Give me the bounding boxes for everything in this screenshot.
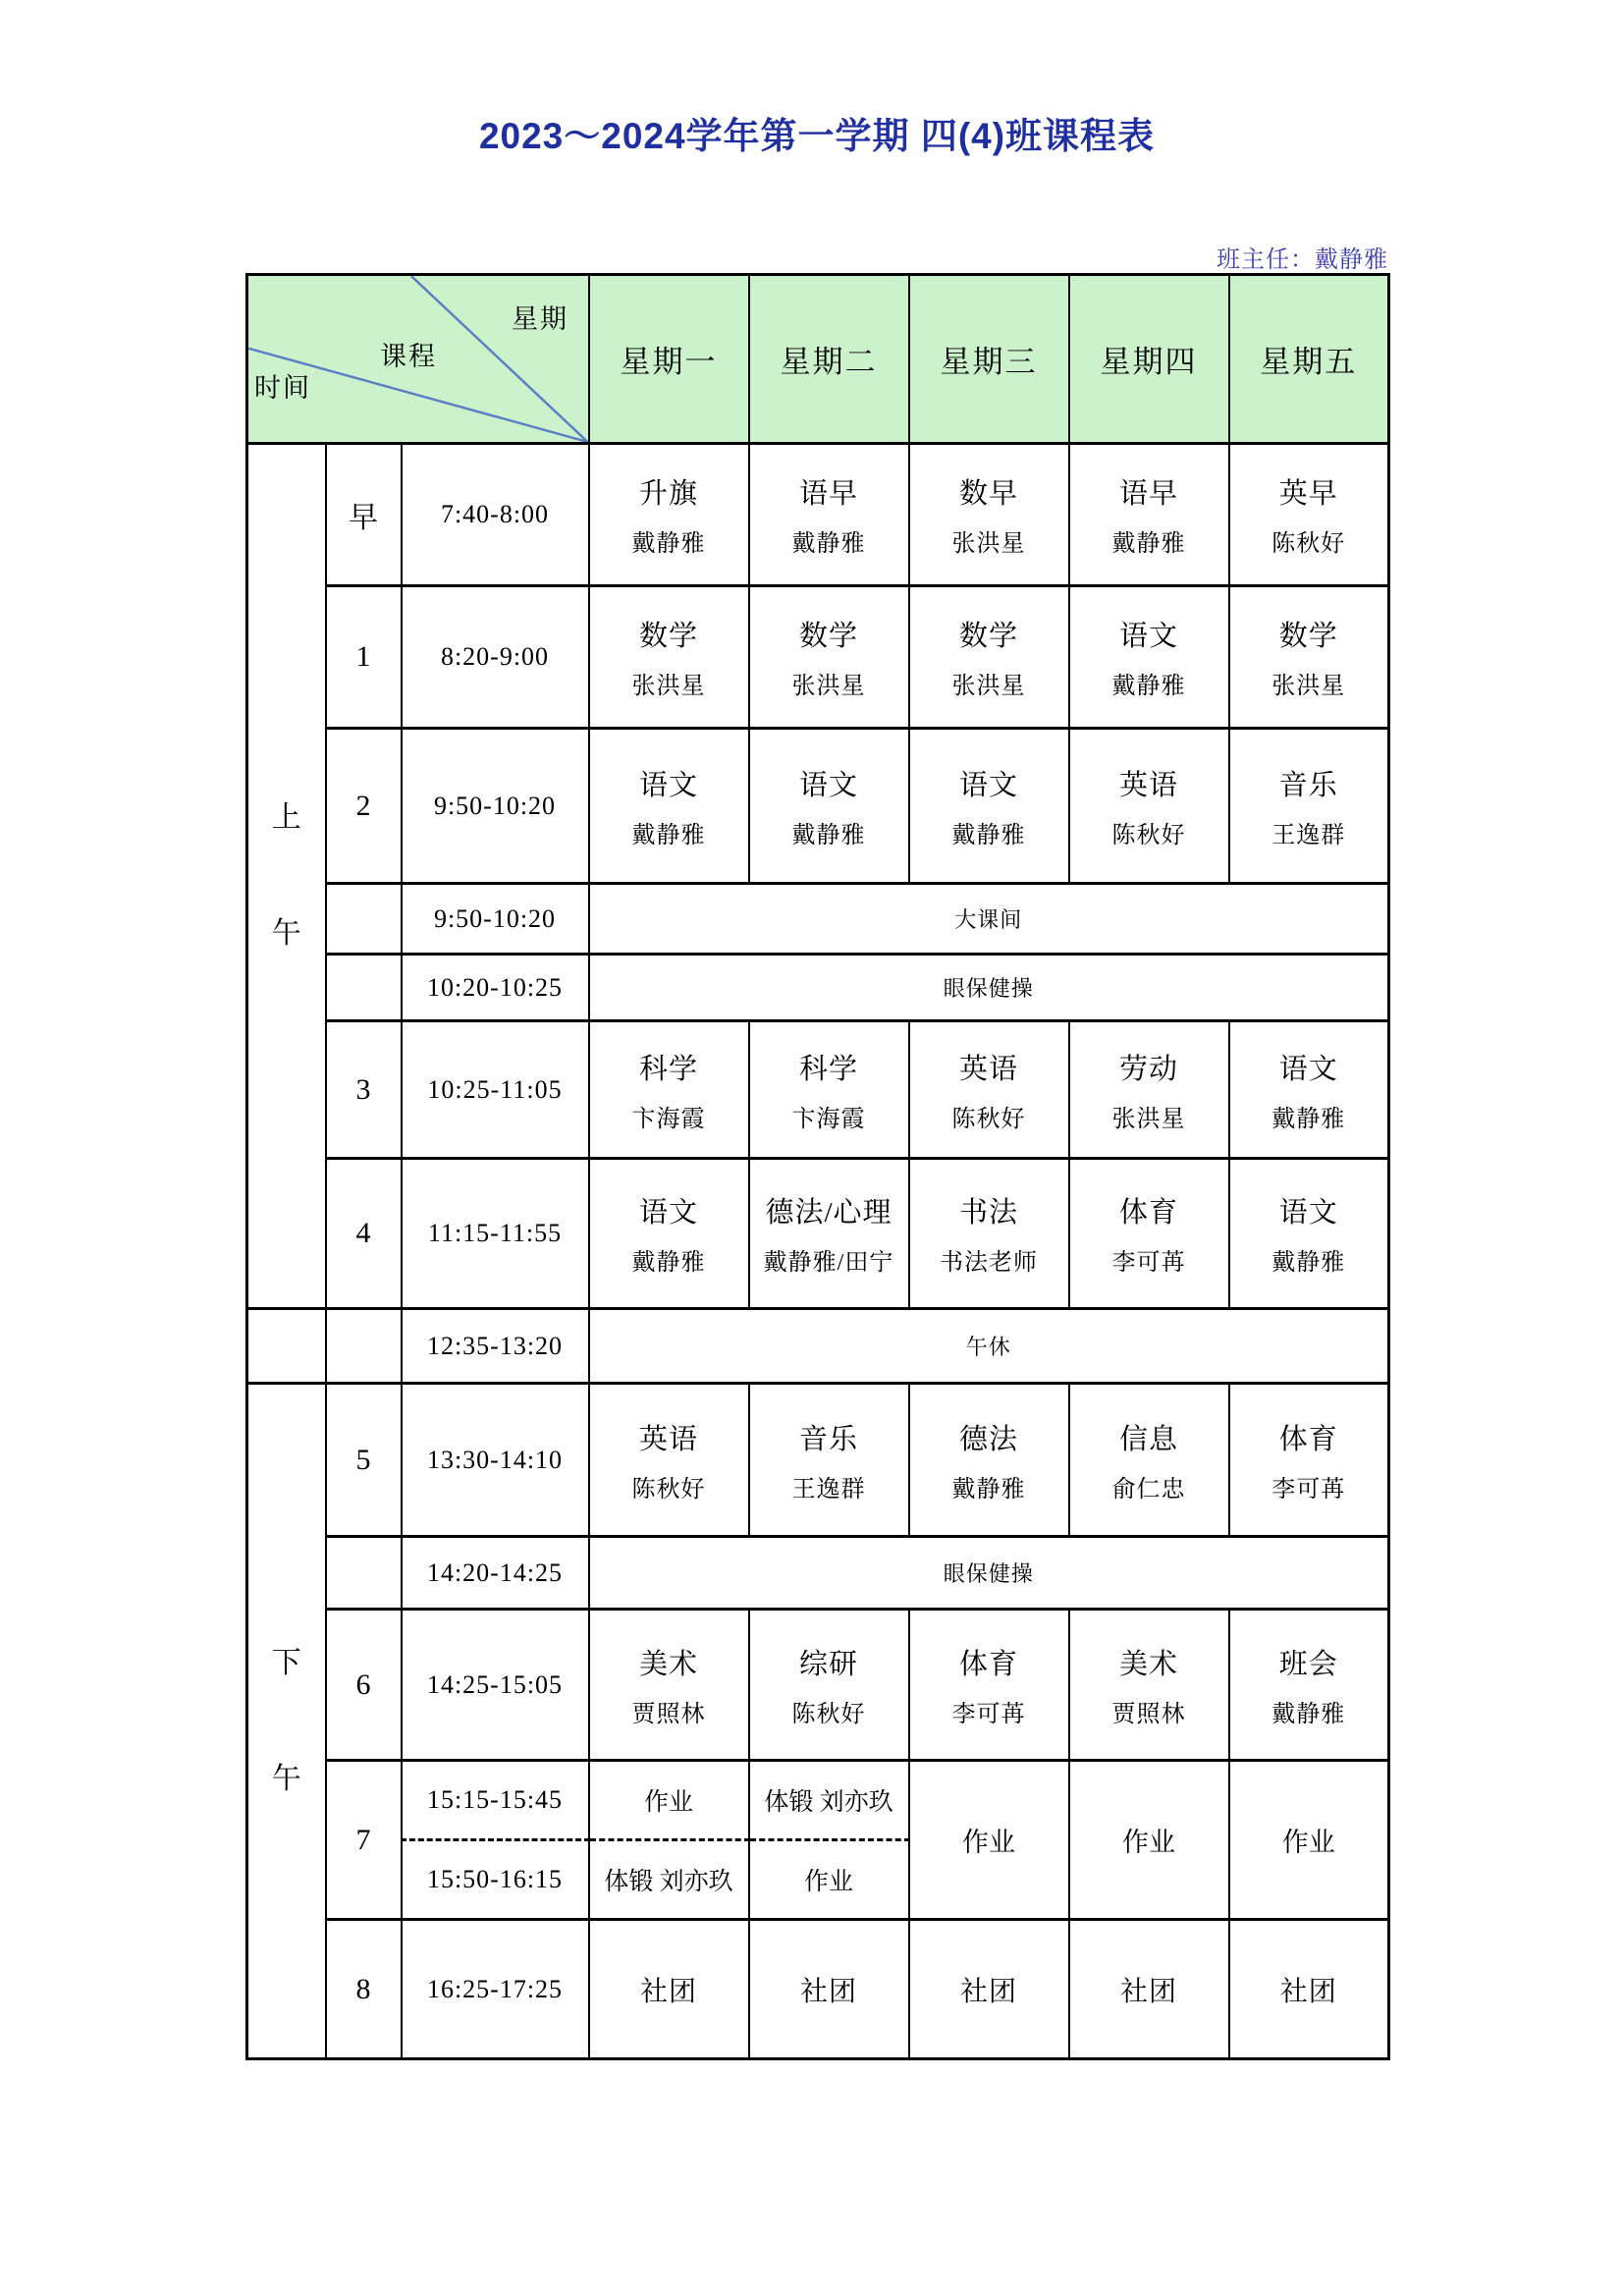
course-cell: [909, 586, 1069, 729]
course-cell: [749, 444, 909, 586]
period-cell: 6: [326, 1610, 402, 1761]
subject-text: 语文: [798, 769, 858, 801]
subject-text: 数学: [798, 621, 858, 652]
subject-text: 语文: [1278, 1197, 1338, 1229]
course-cell: [749, 1021, 909, 1159]
teacher-text: 戴静雅: [631, 1250, 706, 1276]
teacher-text: 张洪星: [1111, 1106, 1186, 1132]
teacher-text: 张洪星: [951, 674, 1026, 699]
subject-text: 数学: [958, 621, 1018, 652]
time-cell: 10:20-10:25: [402, 955, 589, 1021]
row-period-3: [247, 1021, 1389, 1159]
time-cell: 12:35-13:20: [402, 1309, 589, 1384]
teacher-text: 张洪星: [951, 531, 1026, 557]
time-cell: 7:40-8:00: [402, 444, 589, 586]
teacher-text: 卞海霞: [791, 1106, 866, 1132]
subject-text: 数学: [638, 621, 698, 652]
session-morning: 上午: [247, 444, 326, 1309]
course-cell: [589, 729, 749, 884]
row-period-2: [247, 729, 1389, 884]
course-cell: [909, 1159, 1069, 1309]
period-cell-empty: [326, 955, 402, 1021]
course-cell: 体锻 刘亦玖: [749, 1761, 909, 1840]
teacher-text: 戴静雅/田宁: [763, 1250, 894, 1276]
time-cell: 15:50-16:15: [402, 1840, 589, 1920]
activity-cell: 眼保健操: [589, 1537, 1389, 1610]
course-cell: [1069, 444, 1229, 586]
course-cell: [1229, 586, 1389, 729]
course-cell: [1229, 1384, 1389, 1537]
period-cell-empty: [326, 884, 402, 955]
course-cell: 作业: [909, 1761, 1069, 1920]
time-cell: 16:25-17:25: [402, 1920, 589, 2059]
subject-text: 劳动: [1118, 1053, 1178, 1085]
row-lunch-break: [247, 1309, 1389, 1384]
row-eye-exercise-1: [247, 955, 1389, 1021]
course-cell: [589, 444, 749, 586]
course-cell: [909, 444, 1069, 586]
day-header-tuesday: 星期二: [749, 275, 909, 444]
course-cell: [1069, 729, 1229, 884]
teacher-text: 王逸群: [791, 1476, 866, 1503]
header-row: [247, 275, 1389, 444]
course-cell: [749, 1384, 909, 1537]
course-cell: [1069, 1159, 1229, 1309]
subject-text: 科学: [638, 1053, 698, 1085]
teacher-text: 戴静雅: [791, 822, 866, 848]
row-morning-reading: [247, 444, 1389, 586]
course-cell: [1229, 444, 1389, 586]
teacher-text: 李可苒: [1271, 1476, 1346, 1503]
subject-text: 英语: [958, 1053, 1018, 1085]
period-cell: 8: [326, 1920, 402, 2059]
teacher-text: 卞海霞: [631, 1106, 706, 1132]
time-cell: 14:20-14:25: [402, 1537, 589, 1610]
subject-text: 语早: [798, 478, 858, 510]
row-period-1: [247, 586, 1389, 729]
teacher-text: 戴静雅: [631, 531, 706, 557]
teacher-text: 陈秋好: [631, 1476, 706, 1503]
teacher-text: 陈秋好: [791, 1701, 866, 1727]
course-cell: [1069, 1610, 1229, 1761]
course-cell: 社团: [749, 1920, 909, 2059]
course-cell: [589, 1384, 749, 1537]
course-cell: [1069, 1021, 1229, 1159]
course-cell: [1229, 729, 1389, 884]
course-cell: 体锻 刘亦玖: [589, 1840, 749, 1920]
row-period-6: [247, 1610, 1389, 1761]
session-cell-empty: [247, 1309, 326, 1384]
subject-text: 体育: [1118, 1197, 1178, 1229]
course-cell: [589, 1021, 749, 1159]
row-period-5: [247, 1384, 1389, 1537]
course-cell: [589, 586, 749, 729]
activity-cell: 眼保健操: [589, 955, 1389, 1021]
row-period-8: [247, 1920, 1389, 2059]
period-cell: 2: [326, 729, 402, 884]
course-cell: [749, 586, 909, 729]
subject-text: 综研: [798, 1648, 858, 1680]
teacher-text: 贾照林: [1111, 1701, 1186, 1727]
period-cell: 1: [326, 586, 402, 729]
period-cell: 7: [326, 1761, 402, 1920]
subject-text: 体育: [958, 1648, 1018, 1680]
activity-cell: 午休: [589, 1309, 1389, 1384]
course-cell: 作业: [1069, 1761, 1229, 1920]
teacher-text: 书法老师: [940, 1250, 1038, 1276]
course-cell: 社团: [909, 1920, 1069, 2059]
time-cell: 15:15-15:45: [402, 1761, 589, 1840]
subject-text: 德法/心理: [765, 1197, 893, 1229]
time-cell: 8:20-9:00: [402, 586, 589, 729]
subject-text: 语文: [958, 769, 1018, 801]
subject-text: 美术: [1118, 1648, 1178, 1680]
course-cell: [909, 729, 1069, 884]
subject-text: 音乐: [1278, 769, 1338, 801]
course-cell: [589, 1610, 749, 1761]
teacher-text: 戴静雅: [951, 1476, 1026, 1503]
class-teacher-label: 班主任：戴静雅: [1217, 247, 1388, 273]
teacher-text: 戴静雅: [1111, 674, 1186, 699]
day-header-monday: 星期一: [589, 275, 749, 444]
subject-text: 英早: [1278, 478, 1338, 510]
corner-course-label: 课程: [380, 342, 437, 371]
subject-text: 德法: [958, 1423, 1018, 1455]
course-cell: [909, 1021, 1069, 1159]
corner-week-label: 星期: [512, 304, 568, 334]
row-big-break: [247, 884, 1389, 955]
course-cell: [1069, 1384, 1229, 1537]
subject-text: 语文: [638, 1197, 698, 1229]
time-cell: 11:15-11:55: [402, 1159, 589, 1309]
teacher-text: 陈秋好: [1111, 822, 1186, 848]
course-cell: [749, 1610, 909, 1761]
subject-text: 升旗: [638, 478, 698, 510]
teacher-text: 戴静雅: [631, 822, 706, 848]
subject-text: 信息: [1118, 1423, 1178, 1455]
teacher-text: 贾照林: [631, 1701, 706, 1727]
teacher-text: 陈秋好: [951, 1106, 1026, 1132]
day-header-thursday: 星期四: [1069, 275, 1229, 444]
teacher-text: 俞仁忠: [1111, 1476, 1186, 1503]
row-period-7-slot-1: [247, 1761, 1389, 1840]
period-cell: 早: [326, 444, 402, 586]
course-cell: [1229, 1159, 1389, 1309]
subject-text: 语文: [1278, 1053, 1338, 1085]
activity-cell: 大课间: [589, 884, 1389, 955]
course-cell: 作业: [749, 1840, 909, 1920]
subject-text: 科学: [798, 1053, 858, 1085]
course-cell: [1069, 586, 1229, 729]
course-cell: [909, 1384, 1069, 1537]
course-cell: 作业: [1229, 1761, 1389, 1920]
corner-time-label: 时间: [254, 373, 311, 403]
time-cell: 10:25-11:05: [402, 1021, 589, 1159]
subject-text: 语文: [638, 769, 698, 801]
course-cell: [1229, 1610, 1389, 1761]
time-cell: 13:30-14:10: [402, 1384, 589, 1537]
course-cell: [589, 1159, 749, 1309]
time-cell: 14:25-15:05: [402, 1610, 589, 1761]
teacher-text: 戴静雅: [1271, 1106, 1346, 1132]
course-cell: [1229, 1021, 1389, 1159]
teacher-text: 李可苒: [951, 1701, 1026, 1727]
teacher-text: 张洪星: [1271, 674, 1346, 699]
teacher-text: 王逸群: [1271, 822, 1346, 848]
period-cell: 3: [326, 1021, 402, 1159]
course-cell: [749, 1159, 909, 1309]
course-cell: 作业: [589, 1761, 749, 1840]
subject-text: 英语: [638, 1423, 698, 1455]
course-cell: 社团: [1069, 1920, 1229, 2059]
course-cell: 社团: [589, 1920, 749, 2059]
time-cell: 9:50-10:20: [402, 729, 589, 884]
period-cell-empty: [326, 1309, 402, 1384]
period-cell-empty: [326, 1537, 402, 1610]
teacher-text: 戴静雅: [1271, 1250, 1346, 1276]
teacher-text: 戴静雅: [791, 531, 866, 557]
course-cell: 社团: [1229, 1920, 1389, 2059]
subject-text: 书法: [958, 1197, 1018, 1229]
corner-cell: [247, 275, 589, 444]
period-cell: 4: [326, 1159, 402, 1309]
subject-text: 数学: [1278, 621, 1338, 652]
teacher-text: 戴静雅: [1271, 1701, 1346, 1727]
teacher-text: 陈秋好: [1271, 531, 1346, 557]
teacher-text: 张洪星: [631, 674, 706, 699]
session-afternoon: 下午: [247, 1384, 326, 2059]
subject-text: 音乐: [798, 1423, 858, 1455]
teacher-text: 李可苒: [1111, 1250, 1186, 1276]
subject-text: 英语: [1118, 769, 1178, 801]
course-cell: [909, 1610, 1069, 1761]
teacher-text: 张洪星: [791, 674, 866, 699]
subject-text: 语早: [1118, 478, 1178, 510]
day-header-friday: 星期五: [1229, 275, 1389, 444]
timetable: [245, 273, 1390, 2060]
day-header-wednesday: 星期三: [909, 275, 1069, 444]
period-cell: 5: [326, 1384, 402, 1537]
teacher-text: 戴静雅: [1111, 531, 1186, 557]
subject-text: 语文: [1118, 621, 1178, 652]
page-title: 2023～2024学年第一学期 四(4)班课程表: [478, 116, 1156, 156]
time-cell: 9:50-10:20: [402, 884, 589, 955]
subject-text: 体育: [1278, 1423, 1338, 1455]
subject-text: 美术: [638, 1648, 698, 1680]
subject-text: 班会: [1278, 1648, 1338, 1680]
row-period-4: [247, 1159, 1389, 1309]
teacher-text: 戴静雅: [951, 822, 1026, 848]
subject-text: 数早: [958, 478, 1018, 510]
course-cell: [749, 729, 909, 884]
row-eye-exercise-2: [247, 1537, 1389, 1610]
